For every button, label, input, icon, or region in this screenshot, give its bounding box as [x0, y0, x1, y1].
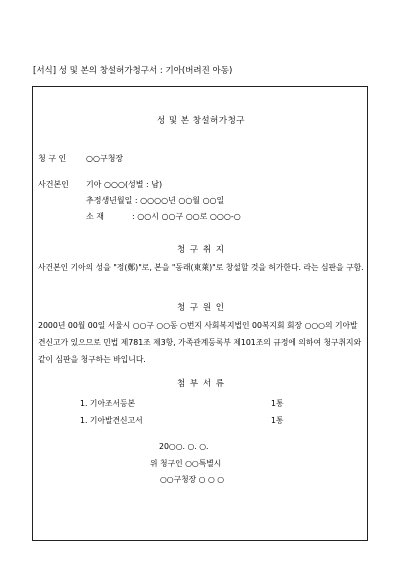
attachment-item: 1. 기아조서등본	[80, 399, 136, 408]
petitioner-row	[38, 153, 123, 164]
petitioner-value: ○○구청장	[86, 154, 124, 163]
petitioner-label: 청 구 인	[38, 154, 67, 163]
subject-address-row	[86, 211, 241, 222]
address-value: : ○○시 ○○구 ○○로 ○○○-○	[132, 212, 241, 221]
filing-date: 20○○. ○. ○.	[159, 442, 209, 451]
attachment-count: 1통	[271, 416, 284, 425]
subject-name: 기아 ○○○(성별 : 남)	[86, 180, 163, 189]
signature-line-1: 위 청구인 ○○특별시	[150, 459, 222, 468]
address-label: 소 재	[86, 212, 104, 221]
subject-row	[38, 179, 162, 190]
birth-value: ○○○○년 ○○월 ○○일	[140, 196, 225, 205]
subject-birth-row	[86, 195, 224, 206]
document-title: 성 및 본 창설허가청구	[156, 116, 245, 126]
attachment-item: 1. 기아발견신고서	[80, 416, 143, 425]
purpose-heading: 청 구 취 지	[177, 245, 225, 255]
reason-text: 2000년 00월 00일 서울시 ○○구 ○○동 ○번지 사회복지법인 00복지회 회장 ○○○의 기아발견신고가 있으므로 민법 제781조 제3항, 가족관계등록부 제101조의 규정에 의하여 청구취지와 같이 심판을 청구하는 바입니다.	[38, 321, 362, 364]
attachments-heading: 첨 부 서 류	[177, 379, 225, 389]
form-caption: [서식] 성 및 본의 창설허가청구서 : 기아(버려진 아동)	[33, 66, 233, 76]
birth-label: 추정생년월일 :	[86, 196, 138, 205]
subject-label: 사건본인	[38, 180, 69, 189]
reason-heading: 청 구 원 인	[177, 303, 225, 313]
signature-line-2: ○○구청장 ○ ○ ○	[160, 475, 225, 484]
document-frame	[32, 86, 368, 541]
purpose-text: 사건본인 기아의 성을 "정(鄭)"로, 본을 "동래(東萊)"로 창설할 것을 허가한다. 라는 심판을 구함.	[38, 263, 364, 272]
attachment-count: 1통	[271, 399, 284, 408]
